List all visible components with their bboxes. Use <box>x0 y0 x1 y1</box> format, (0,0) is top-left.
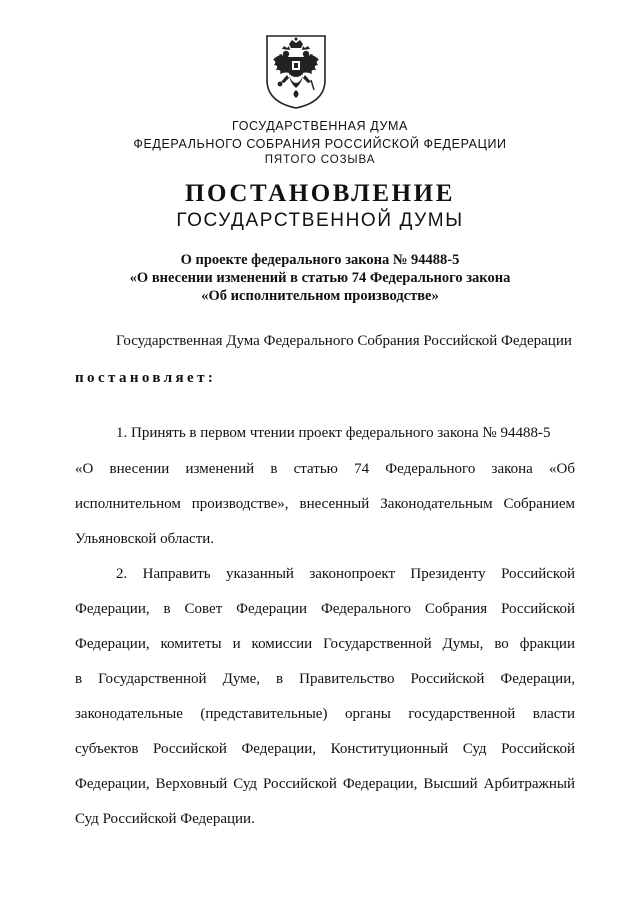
preamble: Государственная Дума Федерального Собрания Российской Федерации <box>116 333 572 349</box>
header-line-state-duma: ГОСУДАРСТВЕННАЯ ДУМА <box>232 119 408 133</box>
item2-line: Федерации, комитеты и комиссии Государственной Думы, во фракции <box>75 636 575 652</box>
item2-line: Федерации, Верховный Суд Российской Федерации, Высший Арбитражный <box>75 776 575 792</box>
item2-line: в Государственной Думе, в Правительство Российской Федерации, <box>75 671 575 687</box>
item2-last-line: Суд Российской Федерации. <box>75 811 255 827</box>
item1-line: исполнительном производстве», внесенный Законодательным Собранием <box>75 496 575 512</box>
item1-last-line: Ульяновской области. <box>75 531 215 547</box>
item2-line: Федерации, в Совет Федерации Федерального Собрания Российской <box>75 601 575 617</box>
subject-line-3: «Об исполнительном производстве» <box>201 288 439 304</box>
document-title: ПОСТАНОВЛЕНИЕ <box>184 180 456 207</box>
header-line-federal-assembly: ФЕДЕРАЛЬНОГО СОБРАНИЯ РОССИЙСКОЙ ФЕДЕРАЦИИ <box>133 137 507 151</box>
item1-line: 1. Принять в первом чтении проект федерального закона № 94488-5 <box>116 425 551 441</box>
item2-line: законодательные (представительные) органы государственной власти <box>75 706 575 722</box>
document-subtitle: ГОСУДАРСТВЕННОЙ ДУМЫ <box>176 210 464 231</box>
coat-of-arms-emblem <box>265 30 327 110</box>
header-line-convocation: ПЯТОГО СОЗЫВА <box>264 154 376 166</box>
item2-line: 2. Направить указанный законопроект Президенту Российской <box>116 566 575 582</box>
subject-line-2: «О внесении изменений в статью 74 Федерального закона <box>129 270 511 286</box>
item1-line: «О внесении изменений в статью 74 Федерального закона «Об <box>75 461 575 477</box>
item2-line: субъектов Российской Федерации, Конституционный Суд Российской <box>75 741 575 757</box>
subject-line-1: О проекте федерального закона № 94488-5 <box>180 252 460 268</box>
resolves-word: постановляет: <box>75 370 217 386</box>
